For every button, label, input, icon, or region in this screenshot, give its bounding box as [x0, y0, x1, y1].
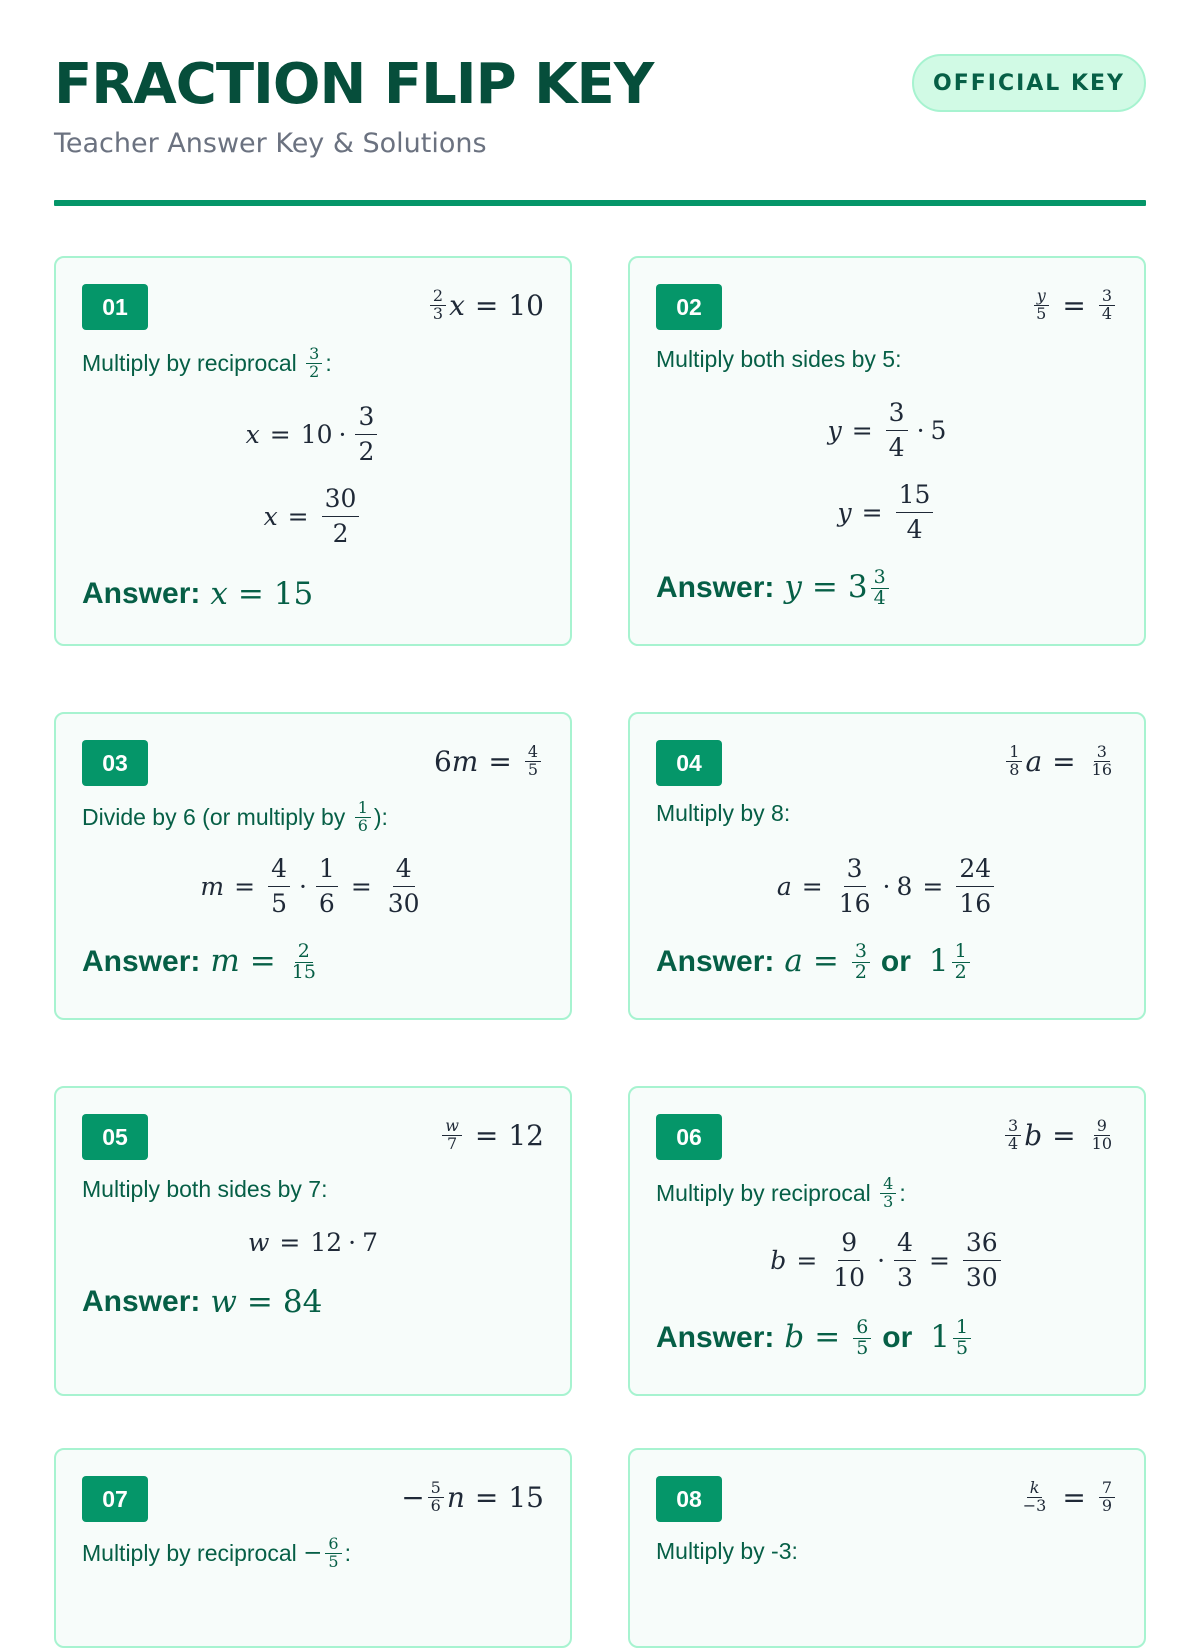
- problem-instruction: Multiply by 8:: [656, 800, 791, 826]
- problem-number: 07: [82, 1476, 148, 1522]
- problem-number: 04: [656, 740, 722, 786]
- header-divider: [54, 200, 1146, 206]
- problem-number: 01: [82, 284, 148, 330]
- problem-number: 08: [656, 1476, 722, 1522]
- problem-equation: $\frac{y}{5}$ = $\frac{3}{4}$: [1030, 288, 1118, 323]
- official-key-badge: OFFICIAL KEY: [912, 54, 1146, 112]
- solution-step-1: x = 10 · $\frac{3}{2}$: [56, 404, 570, 466]
- problem-card-02: [628, 256, 1146, 646]
- answer-line: Answer: x = 15: [82, 576, 314, 612]
- solution-step-1: b = $\frac{9}{10}$ · $\frac{4}{3}$ = $\frac{36}{30}$: [630, 1230, 1144, 1292]
- problem-equation: 6 m = $\frac{4}{5}$: [434, 744, 544, 779]
- problem-number: 03: [82, 740, 148, 786]
- problem-instruction: Multiply by reciprocal $\frac{3}{2}$ :: [82, 344, 332, 381]
- problem-equation: $\frac{3}{4}$ b = $\frac{9}{10}$: [1002, 1118, 1118, 1153]
- page-header: [54, 50, 1146, 159]
- problem-card-03: [54, 712, 572, 1020]
- problem-card-07: [54, 1448, 572, 1648]
- problem-equation: $\frac{1}{8}$ a = $\frac{3}{16}$: [1003, 744, 1118, 779]
- problem-equation: $\frac{k}{-3}$ = $\frac{7}{9}$: [1017, 1480, 1118, 1515]
- problem-instruction: Multiply by reciprocal − $\frac{6}{5}$ :: [82, 1534, 351, 1571]
- answer-line: Answer: b = $\frac{6}{5}$ or 1 $\frac{1}{5}$: [656, 1318, 974, 1359]
- problem-instruction: Multiply both sides by 5:: [656, 346, 902, 372]
- solution-step-1: a = $\frac{3}{16}$ · 8 = $\frac{24}{16}$: [630, 856, 1144, 918]
- problem-number: 05: [82, 1114, 148, 1160]
- solution-step-1: m = $\frac{4}{5}$ · $\frac{1}{6}$ = $\frac{4}{30}$: [200, 854, 420, 919]
- answer-line: Answer: m = $\frac{2}{15}$: [82, 940, 316, 983]
- problem-number: 06: [656, 1114, 722, 1160]
- problem-equation: $\frac{w}{7}$ = 12: [439, 1118, 544, 1153]
- problem-instruction: Divide by 6 (or multiply by $\frac{1}{6}$ ):: [82, 798, 388, 835]
- problem-card-08: [628, 1448, 1146, 1648]
- problem-instruction: Multiply by -3:: [656, 1538, 798, 1564]
- answer-line: Answer: y = 3 $\frac{3}{4}$: [656, 568, 892, 609]
- answer-line: Answer: a = $\frac{3}{2}$ or 1 $\frac{1}{2}$: [656, 942, 973, 983]
- solution-step-2: x = $\frac{30}{2}$: [56, 486, 570, 548]
- problem-card-04: [628, 712, 1146, 1020]
- problem-instruction: Multiply by reciprocal $\frac{4}{3}$ :: [656, 1174, 906, 1211]
- page-subtitle: Teacher Answer Key & Solutions: [54, 128, 487, 159]
- problem-card-01: [54, 256, 572, 646]
- problem-equation: − $\frac{5}{6}$ n = 15: [401, 1478, 544, 1515]
- solution-step-1: w = 12 · 7: [247, 1228, 379, 1257]
- solution-step-1: y = $\frac{3}{4}$ · 5: [827, 398, 947, 463]
- page-title: FRACTION FLIP KEY: [54, 52, 654, 117]
- problem-card-06: [628, 1086, 1146, 1396]
- problem-card-05: [54, 1086, 572, 1396]
- problem-instruction: Multiply both sides by 7:: [82, 1176, 328, 1202]
- answer-line: Answer: w = 84: [82, 1284, 323, 1320]
- problem-equation: $\frac{2}{3}$ x = 10: [427, 288, 544, 323]
- solution-step-2: y = $\frac{15}{4}$: [630, 482, 1144, 544]
- problem-number: 02: [656, 284, 722, 330]
